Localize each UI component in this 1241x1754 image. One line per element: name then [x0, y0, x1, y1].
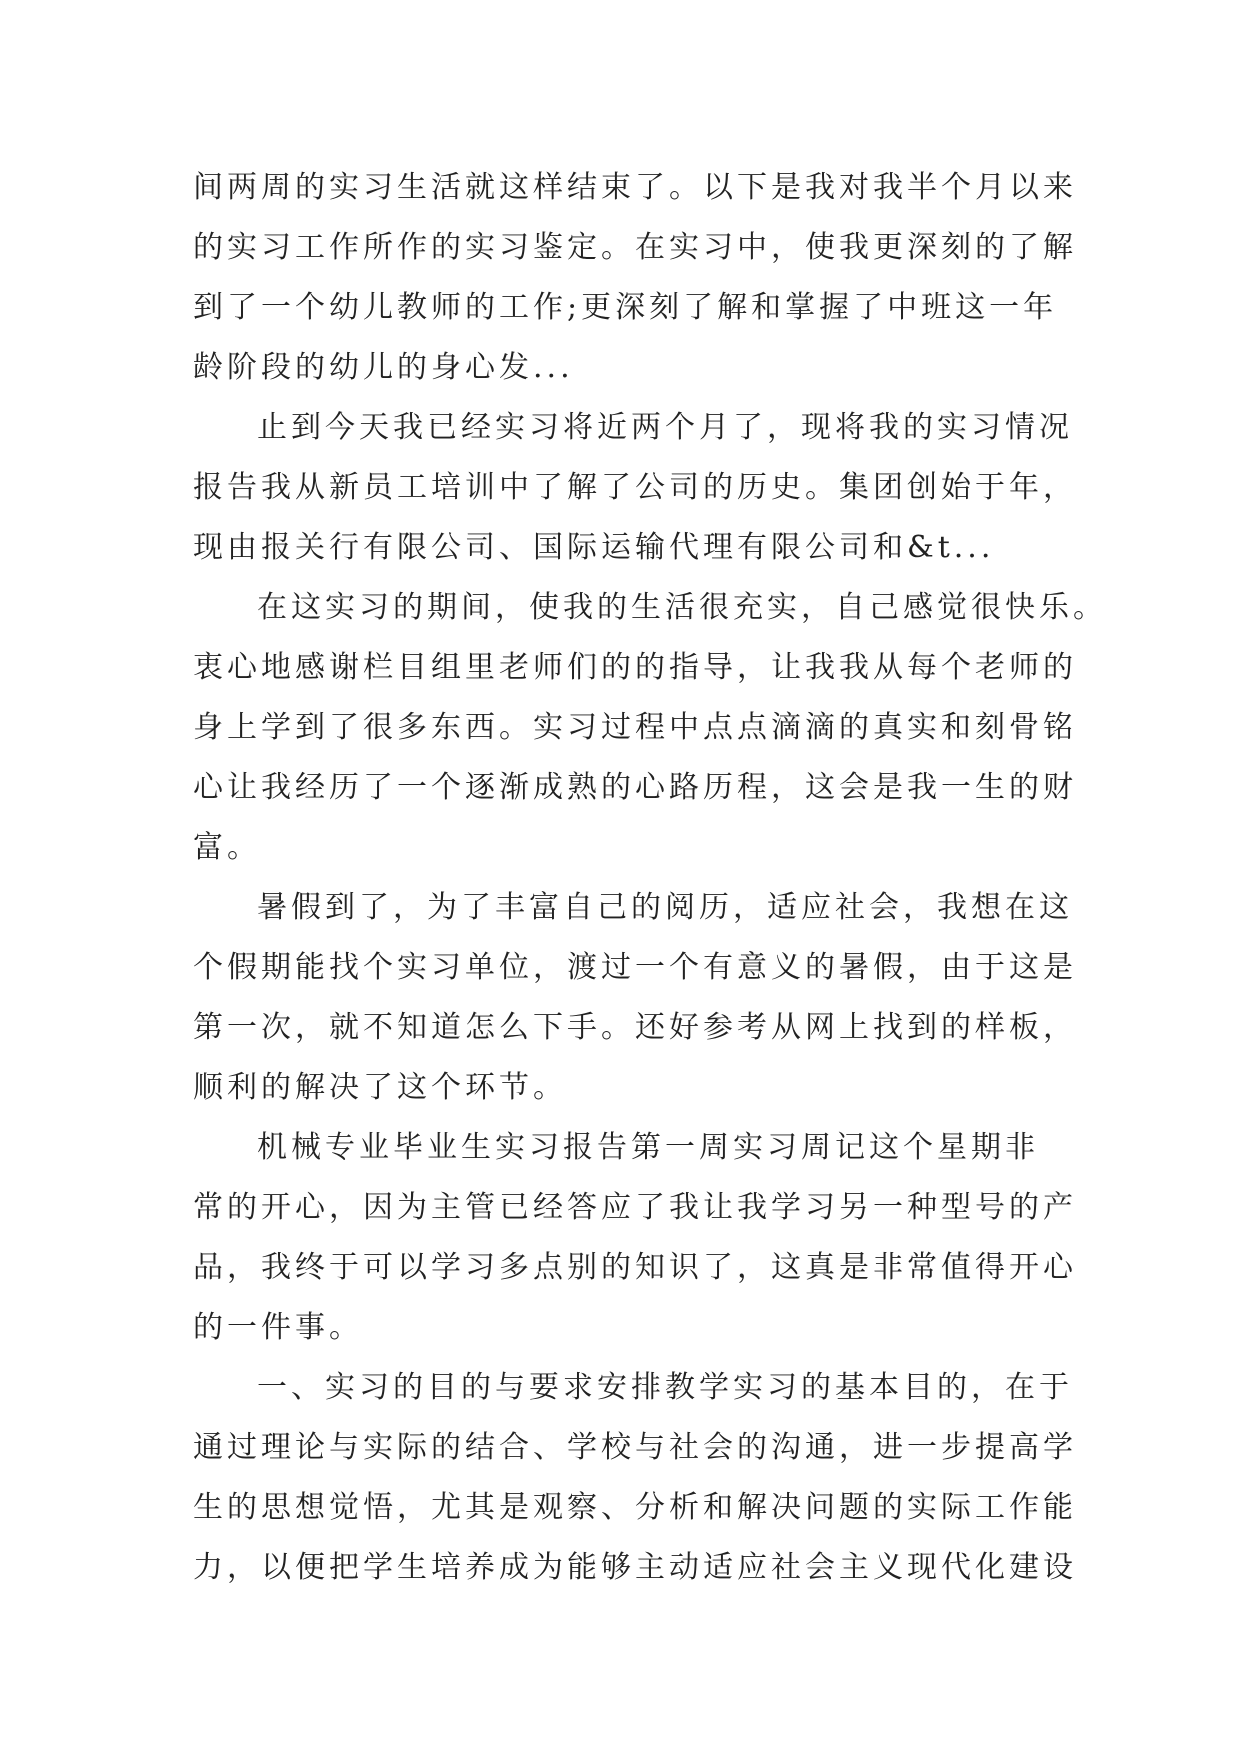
- text-line: 心让我经历了一个逐渐成熟的心路历程，这会是我一生的财: [193, 770, 1077, 805]
- text-line: 衷心地感谢栏目组里老师们的的指导，让我我从每个老师的: [193, 650, 1077, 685]
- text-line: 通过理论与实际的结合、学校与社会的沟通，进一步提高学: [193, 1430, 1077, 1465]
- text-line: 报告我从新员工培训中了解了公司的历史。集团创始于年，: [193, 470, 1077, 505]
- text-line: 个假期能找个实习单位，渡过一个有意义的暑假，由于这是: [193, 950, 1077, 985]
- text-line: 暑假到了，为了丰富自己的阅历，适应社会，我想在这: [257, 890, 1073, 925]
- text-line: 现由报关行有限公司、国际运输代理有限公司和&t...: [193, 530, 995, 565]
- text-line: 到了一个幼儿教师的工作;更深刻了解和掌握了中班这一年: [193, 290, 1058, 325]
- paragraph-4: [193, 878, 1077, 1118]
- paragraph-2: [193, 398, 1077, 578]
- text-line: 第一次，就不知道怎么下手。还好参考从网上找到的样板，: [193, 1010, 1077, 1045]
- text-line: 品，我终于可以学习多点别的知识了，这真是非常值得开心: [193, 1250, 1077, 1285]
- text-line: 间两周的实习生活就这样结束了。以下是我对我半个月以来: [193, 170, 1077, 205]
- text-line: 止到今天我已经实习将近两个月了，现将我的实习情况: [257, 410, 1073, 445]
- text-line: 顺利的解决了这个环节。: [193, 1070, 567, 1105]
- paragraph-3: [193, 578, 1107, 878]
- text-line: 身上学到了很多东西。实习过程中点点滴滴的真实和刻骨铭: [193, 710, 1077, 745]
- text-line: 的一件事。: [193, 1310, 363, 1345]
- text-line: 富。: [193, 830, 261, 865]
- text-line: 力，以便把学生培养成为能够主动适应社会主义现代化建设: [193, 1550, 1077, 1585]
- text-line: 常的开心，因为主管已经答应了我让我学习另一种型号的产: [193, 1190, 1077, 1225]
- text-line: 的实习工作所作的实习鉴定。在实习中，使我更深刻的了解: [193, 230, 1077, 265]
- paragraph-6: [193, 1358, 1077, 1598]
- text-line: 在这实习的期间，使我的生活很充实，自己感觉很快乐。: [257, 590, 1107, 625]
- text-line: 龄阶段的幼儿的身心发...: [193, 350, 574, 385]
- paragraph-1: [193, 158, 1077, 398]
- document-body: [193, 158, 1107, 1598]
- paragraph-5: [193, 1118, 1077, 1358]
- text-line: 生的思想觉悟，尤其是观察、分析和解决问题的实际工作能: [193, 1490, 1077, 1525]
- text-line: 一、实习的目的与要求安排教学实习的基本目的，在于: [257, 1370, 1073, 1405]
- text-line: 机械专业毕业生实习报告第一周实习周记这个星期非: [257, 1130, 1039, 1165]
